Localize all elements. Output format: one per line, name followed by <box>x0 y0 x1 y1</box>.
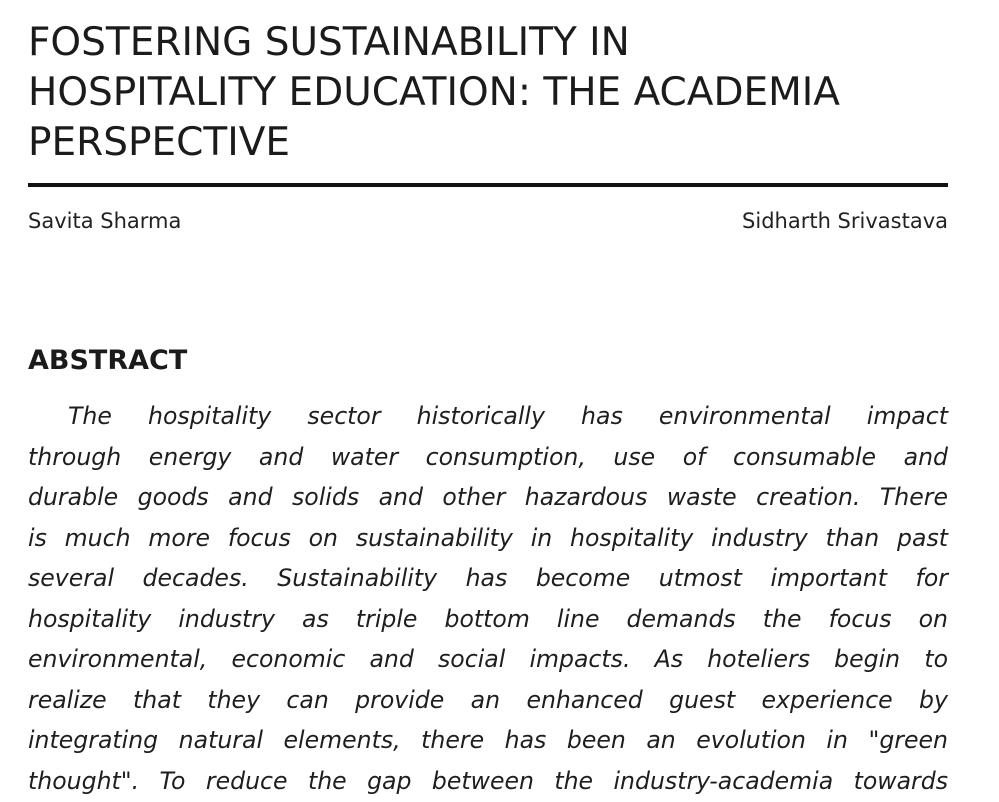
abstract-line: integrating natural elements, there has been an evolution in "green <box>28 726 948 754</box>
abstract-line: realize that they can provide an enhanced guest experience by <box>28 685 948 714</box>
title-line-3: PERSPECTIVE <box>28 120 291 165</box>
abstract-line: through energy and water consumption, use of consumable and <box>28 442 948 471</box>
title-line-1: FOSTERING SUSTAINABILITY IN <box>28 20 630 65</box>
title-line-2: HOSPITALITY EDUCATION: THE ACADEMIA <box>28 70 840 115</box>
author-1: Savita Sharma <box>28 209 182 233</box>
paper-page <box>28 0 948 802</box>
abstract-line: thought". To reduce the gap between the industry-academia towards <box>28 766 948 795</box>
abstract-line: hospitality industry as triple bottom line demands the focus on <box>28 604 948 633</box>
abstract-line: The hospitality sector historically has environmental impact <box>68 402 948 430</box>
title-divider <box>28 183 948 187</box>
abstract-body <box>28 396 948 801</box>
paper-title <box>28 0 948 168</box>
abstract-line: is much more focus on sustainability in hospitality industry than past <box>28 523 948 552</box>
abstract-line: durable goods and solids and other hazardous waste creation. There <box>28 483 948 511</box>
abstract-heading: ABSTRACT <box>28 345 188 376</box>
author-list <box>28 206 948 236</box>
abstract-line: several decades. Sustainability has become utmost important for <box>28 564 948 592</box>
abstract-line: environmental, economic and social impacts. As hoteliers begin to <box>28 645 948 673</box>
author-2: Sidharth Srivastava <box>742 209 948 233</box>
